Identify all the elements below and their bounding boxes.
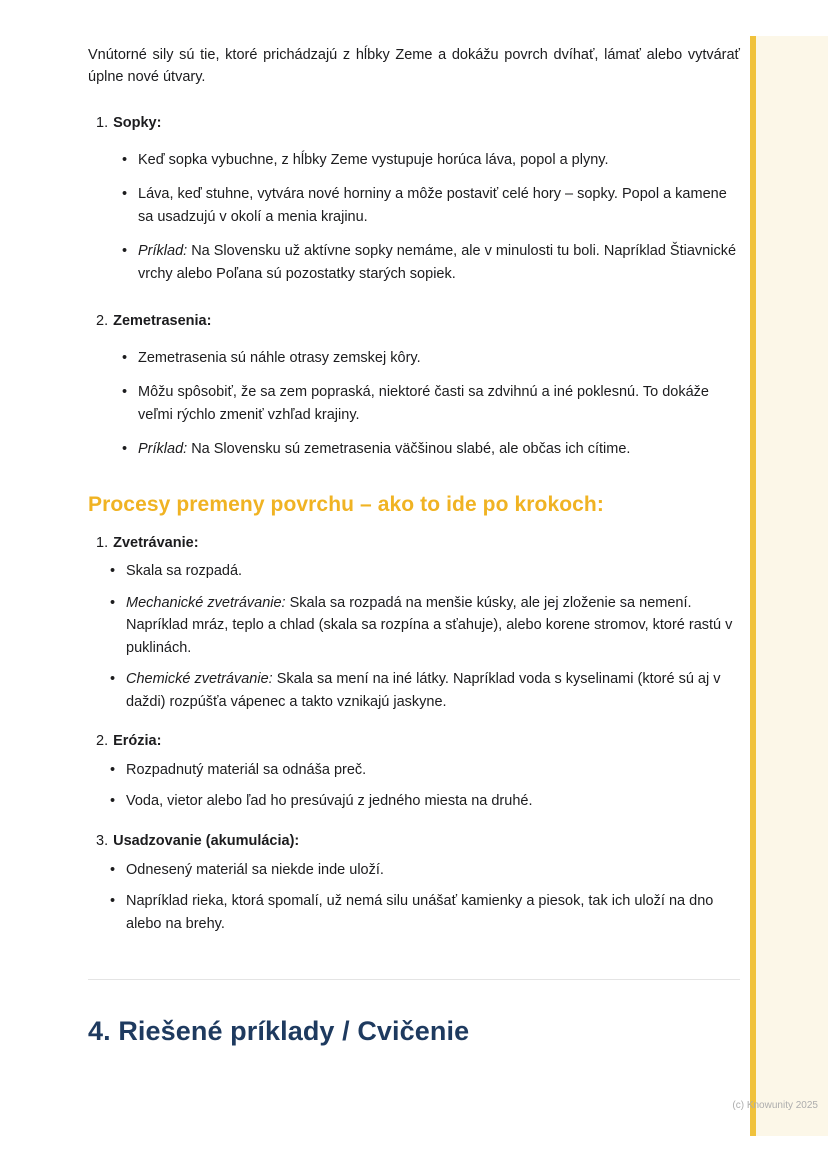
- bullet-text: Zemetrasenia sú náhle otrasy zemskej kôry.: [138, 349, 421, 366]
- bullet-item: [110, 859, 740, 881]
- bullet-text: Keď sopka vybuchne, z hĺbky Zeme vystupuje horúca láva, popol a plyny.: [138, 151, 609, 168]
- bullet-item: [110, 560, 740, 582]
- bullet-lead: Chemické zvetrávanie:: [126, 671, 273, 688]
- item-number: 1.: [96, 114, 109, 131]
- bullet-item: [110, 592, 740, 659]
- bullet-lead: Mechanické zvetrávanie:: [126, 594, 286, 611]
- item-number: 3.: [96, 832, 109, 849]
- bullet-item: [122, 240, 740, 285]
- item-heading: [96, 113, 740, 135]
- bullet-item: [122, 381, 740, 426]
- item-label: Zemetrasenia:: [113, 313, 212, 330]
- bullet-item: [110, 759, 740, 781]
- item-label: Usadzovanie (akumulácia):: [113, 832, 300, 849]
- page-heading: 4. Riešené príklady / Cvičenie: [88, 1016, 470, 1047]
- bullet-text: Voda, vietor alebo ľad ho presúvajú z jedného miesta na druhé.: [126, 793, 533, 810]
- bullet-item: [110, 668, 740, 713]
- bullet-text: Na Slovensku sú zemetrasenia väčšinou slabé, ale občas ich cítime.: [187, 441, 631, 458]
- section-divider: [88, 979, 740, 980]
- item-heading: [96, 311, 740, 333]
- list-item-zvetravanie: [96, 533, 740, 714]
- item-heading: [96, 831, 740, 853]
- bullet-item: [122, 183, 740, 228]
- bullet-text: Napríklad rieka, ktorá spomalí, už nemá silu unášať kamienky a piesok, tak ich uloží na dno alebo na brehy.: [126, 893, 714, 932]
- process-steps-list: [88, 533, 740, 935]
- inner-forces-list: [88, 113, 740, 461]
- bullet-list: [96, 560, 740, 713]
- watermark: (c) Knowunity 2025: [732, 1100, 818, 1111]
- bullet-text: Na Slovensku už aktívne sopky nemáme, ale v minulosti tu boli. Napríklad Štiavnické vrchy alebo Poľana sú pozostatky starých sopiek.: [138, 243, 737, 282]
- bullet-text: Rozpadnutý materiál sa odnáša preč.: [126, 761, 367, 778]
- bullet-item: [122, 347, 740, 369]
- list-item-sopky: [96, 113, 740, 285]
- item-heading: [96, 533, 740, 555]
- bullet-text: Skala sa rozpadá.: [126, 563, 243, 580]
- bullet-lead: Príklad:: [138, 441, 188, 458]
- intro-paragraph: Vnútorné sily sú tie, ktoré prichádzajú z hĺbky Zeme a dokážu povrch dvíhať, lámať alebo vytvárať úplne nové útvary.: [88, 47, 740, 86]
- bullet-item: [122, 149, 740, 171]
- list-item-erozia: [96, 731, 740, 813]
- bullet-text: Láva, keď stuhne, vytvára nové horniny a môže postaviť celé hory – sopky. Popol a kamene sa usadzujú v okolí a menia krajinu.: [138, 186, 727, 225]
- list-item-zemetrasenia: [96, 311, 740, 461]
- bullet-list: [96, 759, 740, 813]
- item-label: Zvetrávanie:: [113, 534, 199, 551]
- bullet-text: Skala sa rozpadá na menšie kúsky, ale jej zloženie sa nemení. Napríklad mráz, teplo a chlad (skala sa rozpína a sťahuje), alebo korene stromov, ktoré rastú v puklinách.: [126, 594, 733, 656]
- bullet-text: Skala sa mení na iné látky. Napríklad voda s kyselinami (ktoré sú aj v daždi) rozpúšťa vápenec a takto vznikajú jaskyne.: [126, 671, 721, 710]
- bullet-list: [96, 859, 740, 935]
- bullet-item: [110, 790, 740, 812]
- item-label: Sopky:: [113, 114, 162, 131]
- bullet-text: Môžu spôsobiť, že sa zem popraská, niektoré časti sa zdvihnú a iné poklesnú. To dokáže veľmi rýchlo zmeniť vzhľad krajiny.: [138, 384, 709, 423]
- bullet-lead: Príklad:: [138, 243, 188, 260]
- section-heading-processes: Procesy premeny povrchu – ako to ide po krokoch:: [88, 492, 604, 516]
- item-number: 2.: [96, 313, 109, 330]
- list-item-usadzovanie: [96, 831, 740, 935]
- bullet-item: [110, 890, 740, 935]
- item-number: 1.: [96, 534, 109, 551]
- item-label: Erózia:: [113, 733, 162, 750]
- bullet-text: Odnesený materiál sa niekde inde uloží.: [126, 861, 384, 878]
- item-heading: [96, 731, 740, 753]
- bullet-list: [96, 149, 740, 285]
- item-number: 2.: [96, 733, 109, 750]
- bullet-list: [96, 347, 740, 461]
- bullet-item: [122, 438, 740, 460]
